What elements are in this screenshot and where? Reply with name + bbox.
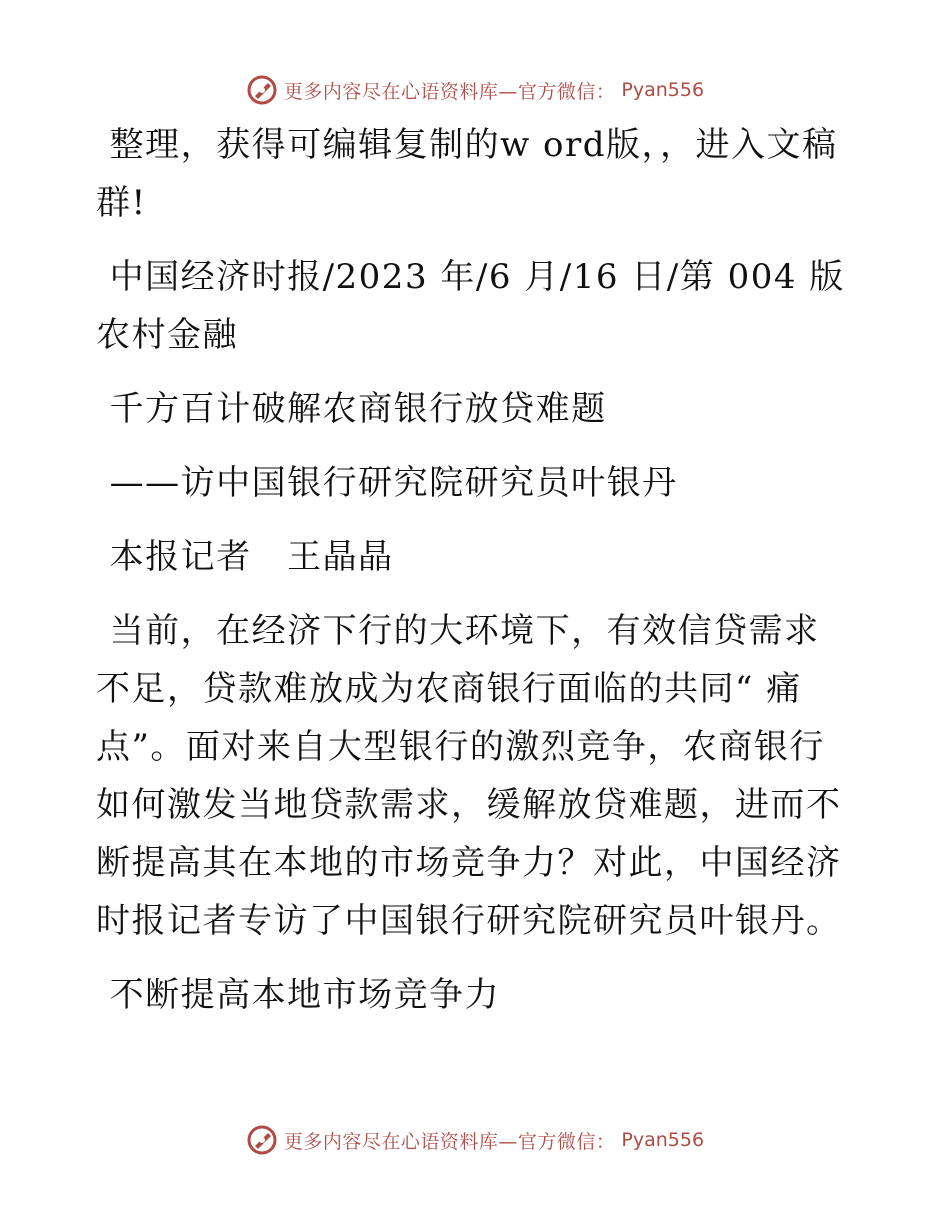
intro-note-paragraph: 整理，获得可编辑复制的w ord版，，进入文稿群! <box>96 125 838 223</box>
banner-wechat-handle: Pyan556 <box>621 1129 705 1151</box>
source-line: 中国经济时报/2023 年/6 月/16 日/第 004 版农村金融 <box>96 257 845 355</box>
document-body <box>96 116 852 1040</box>
red-seal-pen-logo-icon <box>246 74 278 106</box>
lead-paragraph: 当前，在经济下行的大环境下，有效信贷需求不足，贷款难放成为农商银行面临的共同“ 痛点”。面对来自大型银行的激烈竞争，农商银行如何激发当地贷款需求，缓解放贷难题，进而不断提高其在本地的市场竞争力？对此，中国经济时报记者专访了中国银行研究院研究员叶银丹。 <box>96 611 842 941</box>
banner-text: 更多内容尽在心语资料库—官方微信： <box>283 80 616 103</box>
article-title: 千方百计破解农商银行放贷难题 <box>109 389 607 429</box>
byline: 本报记者 王晶晶 <box>109 537 394 577</box>
banner-text: 更多内容尽在心语资料库—官方微信： <box>283 1130 616 1153</box>
banner-wechat-handle: Pyan556 <box>621 79 705 101</box>
red-seal-pen-logo-icon <box>246 1124 278 1156</box>
footer-banner <box>0 1120 950 1160</box>
header-banner <box>0 70 950 110</box>
section-heading: 不断提高本地市场竞争力 <box>109 975 501 1015</box>
article-subtitle: ——访中国银行研究院研究员叶银丹 <box>109 463 678 503</box>
